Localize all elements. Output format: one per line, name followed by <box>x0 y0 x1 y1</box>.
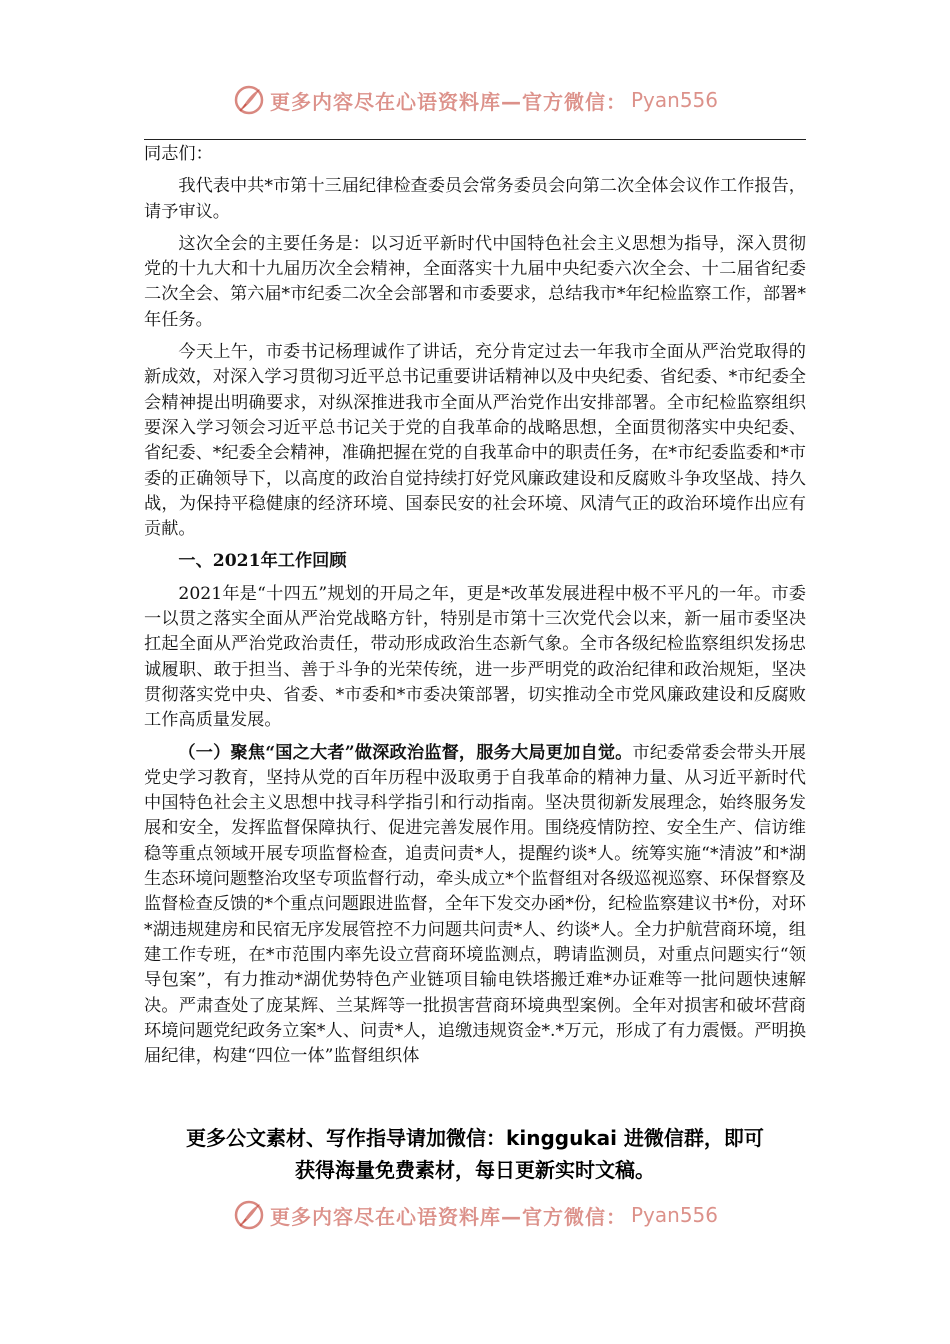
paragraph-intro: 我代表中共*市第十三届纪律检查委员会常务委员会向第二次全体会议作工作报告，请予审议。 <box>144 176 806 222</box>
feather-pen-logo-icon <box>232 1198 266 1232</box>
sub-heading-body: 市纪委常委会带头开展党史学习教育，坚持从党的百年历程中汲取勇于自我革命的精神力量、从习近平新时代中国特色社会主义思想中找寻科学指引和行动指南。坚决贯彻新发展理念，始终服务发展和安全，发挥监督保障执行、促进完善发展作用。围绕疫情防控、安全生产、信访维稳等重点领域开展专项监督检查，追责问责*人，提醒约谈*人。统筹实施“*清波”和*湖生态环境问题整治攻坚专项监督行动，牵头成立*个监督组对各级巡视巡察、环保督察及监督检查反馈的*个重点问题跟进监督，全年下发交办函*份，纪检监察建议书*份，对环*湖违规建房和民宿无序发展管控不力问题共问责*人、约谈*人。全力护航营商环境，组建工作专班，在*市范围内率先设立营商环境监测点，聘请监测员，对重点问题实行“领导包案”，有力推动*湖优势特色产业链项目输电铁塔搬迁难*办证难等一批问题快速解决。严肃查处了庞某辉、兰某辉等一批损害营商环境典型案例。全年对损害和破坏营商环境问题党纪政务立案*人、问责*人，追缴违规资金*.*万元，形成了有力震慑。严明换届纪律，构建“四位一体”监督组织体 <box>144 742 806 1067</box>
banner-title: 更多内容尽在心语资料库—官方微信： <box>269 89 627 114</box>
paragraph-review: 2021年是“十四五”规划的开局之年，更是*改革发展进程中极不平凡的一年。市委一以贯之落实全面从严治党战略方针，特别是市第十三次党代会以来，新一届市委坚决扛起全面从严治党政治责任，带动形成政治生态新气象。全市各级纪检监察组织发扬忠诚履职、敢于担当、善于斗争的光荣传统，进一步严明党的政治纪律和政治规矩，坚决贯彻落实党中央、省委、*市委和*市委决策部署，切实推动全市党风廉政建设和反腐败工作高质量发展。 <box>144 583 806 731</box>
promo-line-2: 获得海量免费素材，每日更新实时文稿。 <box>295 1158 655 1182</box>
paragraph-political-supervision <box>144 741 806 1070</box>
feather-pen-logo-icon <box>232 83 266 117</box>
header-divider <box>144 139 806 140</box>
sub-heading: （一）聚焦“国之大者”做深政治监督，服务大局更加自觉。 <box>178 742 633 763</box>
footer-banner-title: 更多内容尽在心语资料库—官方微信： <box>269 1204 627 1229</box>
footer-banner-wechat-id: Pyan556 <box>630 1203 718 1227</box>
paragraph-speech: 今天上午，市委书记杨理诚作了讲话，充分肯定过去一年我市全面从严治党取得的新成效，对深入学习贯彻习近平总书记重要讲话精神以及中央纪委、省纪委、*市纪委全会精神提出明确要求，对纵深推进我市全面从严治党作出安排部署。全市纪检监察组织要深入学习领会习近平总书记关于党的自我革命的战略思想，全面贯彻落实中央纪委、省纪委、*纪委全会精神，准确把握在党的自我革命中的职责任务，在*市纪委监委和*市委的正确领导下，以高度的政治自觉持续打好党风廉政建设和反腐败斗争攻坚战、持久战，为保持平稳健康的经济环境、国泰民安的社会环境、风清气正的政治环境作出应有贡献。 <box>144 342 806 540</box>
footer-banner <box>0 1195 950 1235</box>
banner-wechat-id: Pyan556 <box>630 88 718 112</box>
promo-line-1: 更多公文素材、写作指导请加微信：kinggukai 进微信群，即可 <box>186 1126 764 1150</box>
header-banner <box>0 80 950 120</box>
paragraph-tasks: 这次全会的主要任务是：以习近平新时代中国特色社会主义思想为指导，深入贯彻党的十九大和十九届历次全会精神，全面落实十九届中央纪委六次全会、十二届省纪委二次全会、第六届*市纪委二次全会部署和市委要求，总结我市*年纪检监察工作，部署*年任务。 <box>144 233 806 330</box>
document-body <box>144 142 806 1076</box>
promo-block <box>144 1122 806 1186</box>
salutation: 同志们： <box>144 144 213 164</box>
section-heading: 一、2021年工作回顾 <box>178 551 347 572</box>
